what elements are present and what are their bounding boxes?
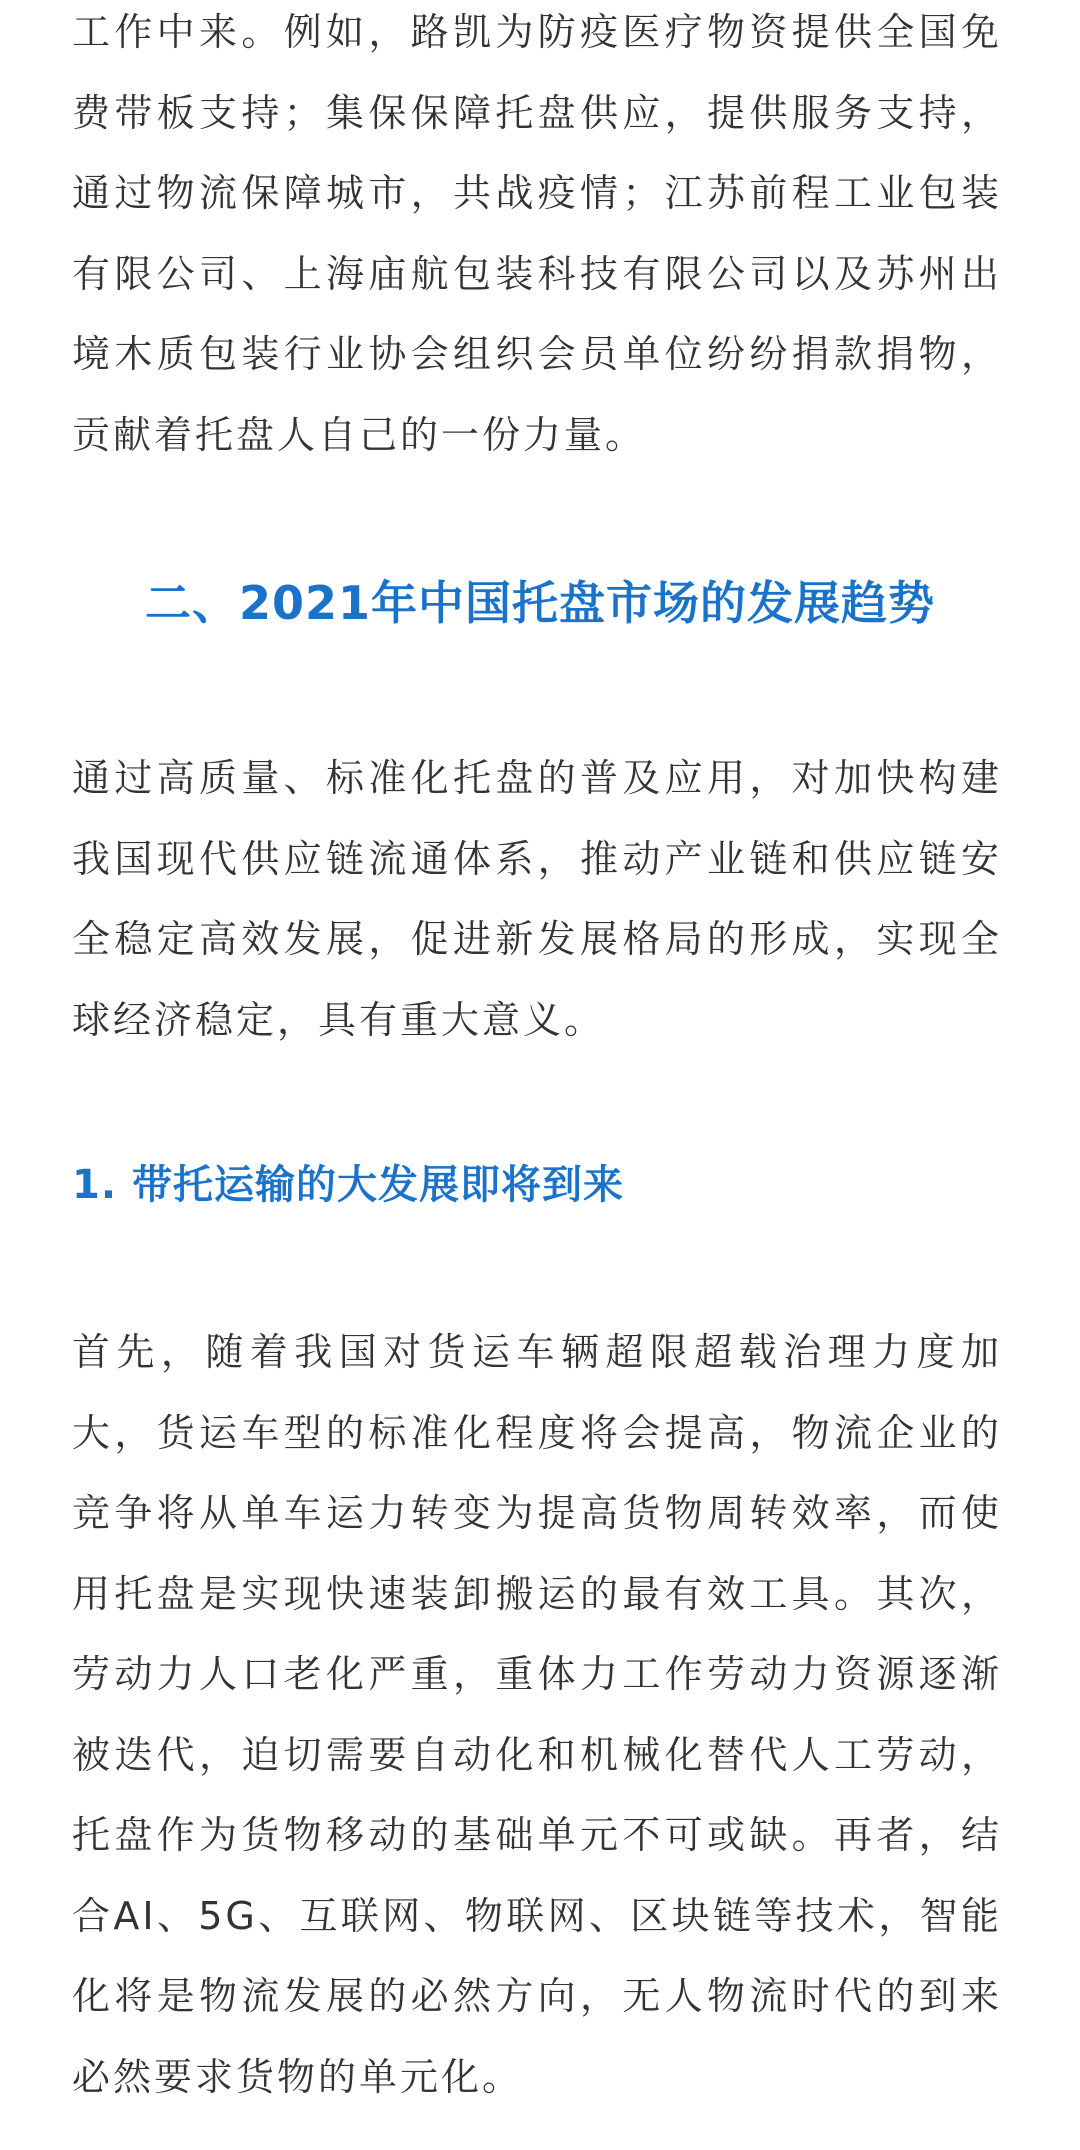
paragraph-intro: 工作中来。例如，路凯为防疫医疗物资提供全国免费带板支持；集保保障托盘供应，提供服务支持，通过物流保障城市，共战疫情；江苏前程工业包装有限公司、上海庙航包装科技有限公司以及苏州出境木质包装行业协会组织会员单位纷纷捐款捐物，贡献着托盘人自己的一份力量。 — [72, 10, 1002, 457]
subsection-heading: 1. 带托运输的大发展即将到来 — [72, 1162, 624, 1208]
section-heading: 二、2021年中国托盘市场的发展趋势 — [144, 576, 936, 630]
paragraph-significance: 通过高质量、标准化托盘的普及应用，对加快构建我国现代供应链流通体系，推动产业链和供应链安全稳定高效发展，促进新发展格局的形成，实现全球经济稳定，具有重大意义。 — [72, 756, 1002, 1042]
paragraph-trend-detail: 首先，随着我国对货运车辆超限超载治理力度加大，货运车型的标准化程度将会提高，物流企业的竞争将从单车运力转变为提高货物周转效率，而使用托盘是实现快速装卸搬运的最有效工具。其次，劳动力人口老化严重，重体力工作劳动力资源逐渐被迭代，迫切需要自动化和机械化替代人工劳动，托盘作为货物移动的基础单元不可或缺。再者，结合AI、5G、互联网、物联网、区块链等技术，智能化将是物流发展的必然方向，无人物流时代的到来必然要求货物的单元化。 — [72, 1330, 1002, 2099]
